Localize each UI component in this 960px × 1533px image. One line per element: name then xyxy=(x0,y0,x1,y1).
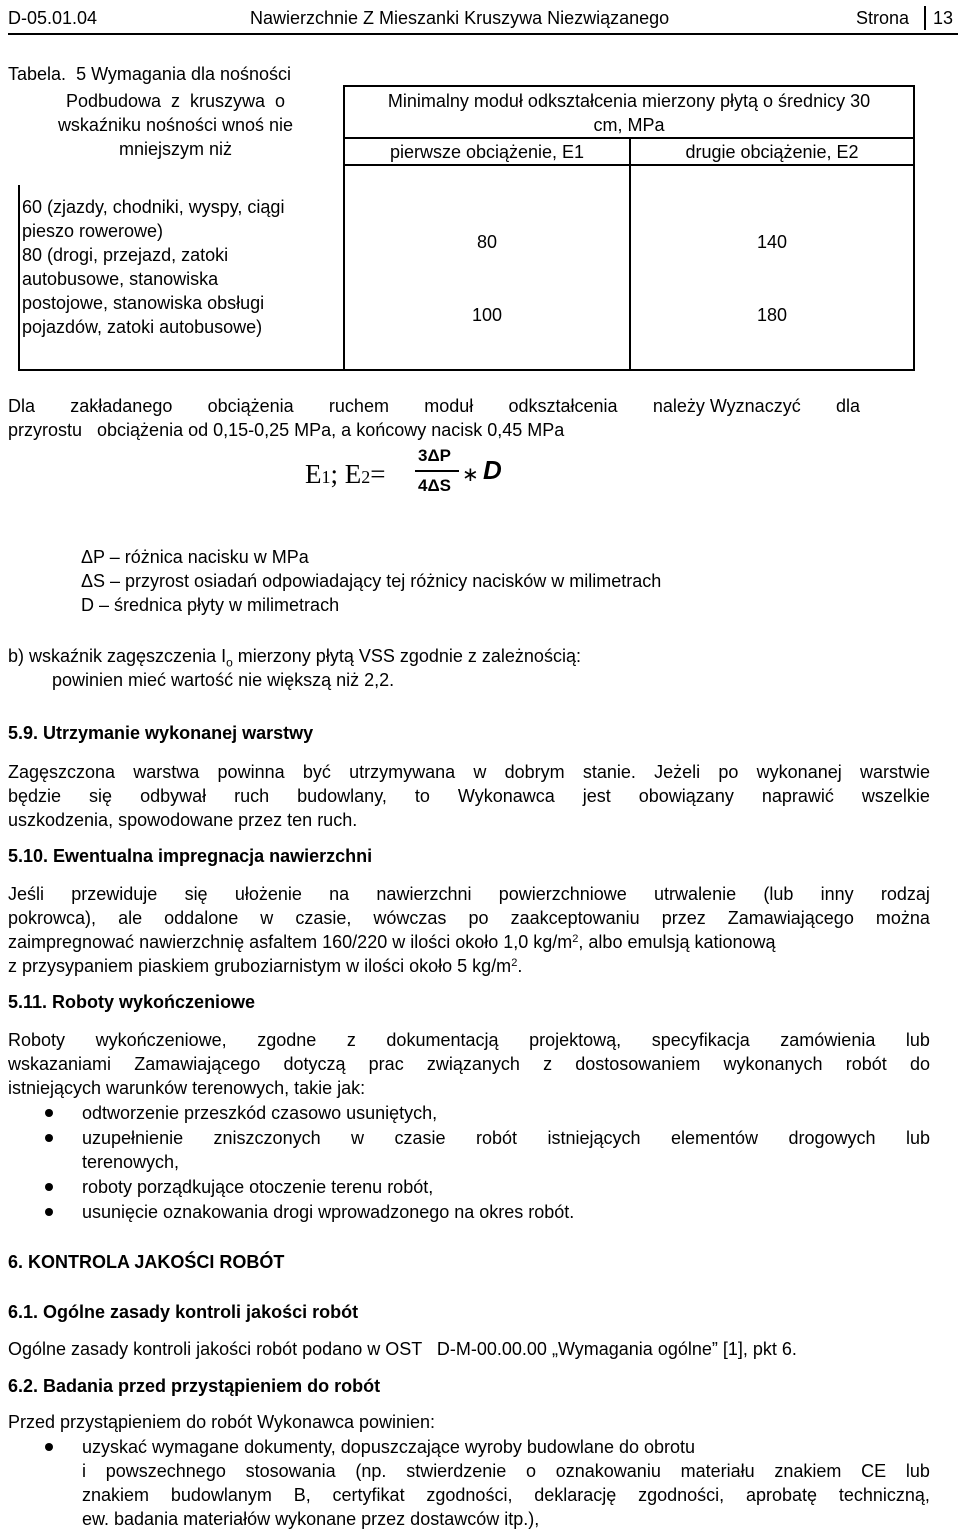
word: znakiem xyxy=(82,1485,150,1505)
word: dokumentacją xyxy=(386,1030,499,1050)
s59-line-2 xyxy=(8,784,930,808)
word: ułożenie xyxy=(234,884,302,904)
s61-line-1: Ogólne zasady kontroli jakości robót podano w OST D-M-00.00.00 „Wymagania ogólne” [1], pkt 6. xyxy=(8,1339,797,1359)
definition-delta-p: ΔP – różnica nacisku w MPa xyxy=(81,547,309,567)
word: inny xyxy=(820,884,854,904)
word: Zamawiającego xyxy=(727,908,854,928)
word: ruch xyxy=(234,786,270,806)
s62-bullet-line-1: uzyskać wymagane dokumenty, dopuszczające wyroby budowlane do obrotu xyxy=(82,1437,696,1457)
value-e2-180: 180 xyxy=(756,305,788,325)
word: obowiązany xyxy=(638,786,734,806)
vss-text: mierzony płytą VSS zgodnie z zależnością: xyxy=(232,646,581,666)
word: deklarację xyxy=(534,1485,617,1505)
col-header-e1: pierwsze obciążenie, E1 xyxy=(389,142,585,162)
s59-line-1 xyxy=(8,760,930,784)
s511-line-3: istniejących warunków terenowych, takie jak: xyxy=(8,1078,366,1098)
intro-line-1 xyxy=(8,394,860,418)
word: zgodności, xyxy=(426,1485,513,1505)
word: Roboty xyxy=(8,1030,66,1050)
table-border xyxy=(343,85,915,87)
word: zakładanego xyxy=(70,396,173,416)
word: będzie xyxy=(8,786,62,806)
word: warstwa xyxy=(133,762,200,782)
value-e2-140: 140 xyxy=(756,232,788,252)
formula-d: D xyxy=(483,455,502,485)
header-rule xyxy=(8,33,958,35)
table-caption-prefix: Tabela. xyxy=(8,64,67,84)
word: obciążenia xyxy=(207,396,294,416)
word: należy Wyznaczyć xyxy=(652,396,801,416)
s511-bullet-4: usunięcie oznakowania drogi wprowadzonego na okres robót. xyxy=(82,1202,575,1222)
word: czasie, xyxy=(295,908,352,928)
col-header-line: Podbudowa z kruszywa o xyxy=(65,91,286,111)
word: z xyxy=(543,1054,553,1074)
row-description-line: 60 (zjazdy, chodniki, wyspy, ciągi xyxy=(22,197,285,217)
table-border xyxy=(629,137,631,371)
value-e1-80: 80 xyxy=(476,232,498,252)
word: aprobatę xyxy=(746,1485,818,1505)
word: rodzaj xyxy=(880,884,930,904)
document-title: Nawierzchnie Z Mieszanki Kruszywa Niezwiązanego xyxy=(250,8,670,28)
word: zgodne xyxy=(257,1030,317,1050)
word: CE xyxy=(861,1461,887,1481)
word: drogowych xyxy=(788,1128,876,1148)
formula-times: ∗ xyxy=(462,464,479,486)
word: dla xyxy=(835,396,860,416)
word: związanych xyxy=(426,1054,520,1074)
value-e1-100: 100 xyxy=(471,305,503,325)
header-separator xyxy=(924,6,926,30)
s511-line-2 xyxy=(8,1052,930,1076)
word: wówczas xyxy=(373,908,447,928)
word: w xyxy=(260,908,274,928)
word: elementów xyxy=(670,1128,759,1148)
word: się xyxy=(184,884,208,904)
section-heading-6-1: 6.1. Ogólne zasady kontroli jakości robót xyxy=(8,1302,359,1322)
page-number: 13 xyxy=(933,8,954,28)
word: zgodności, xyxy=(638,1485,725,1505)
bullet-icon xyxy=(45,1208,53,1216)
word: robót xyxy=(845,1054,887,1074)
word: powierzchniowe xyxy=(498,884,627,904)
table-border xyxy=(18,369,915,371)
word: czasie xyxy=(394,1128,446,1148)
word: stosowania xyxy=(245,1461,336,1481)
intro-line-2: przyrostu obciążenia od 0,15-0,25 MPa, a końcowy nacisk 0,45 MPa xyxy=(8,420,565,440)
col-header-e2: drugie obciążenie, E2 xyxy=(685,142,859,162)
word: prac xyxy=(368,1054,404,1074)
word: wykonanej xyxy=(756,762,842,782)
word: techniczną, xyxy=(838,1485,930,1505)
col-header-base xyxy=(8,89,343,161)
word: (np. xyxy=(355,1461,387,1481)
s510-text: , albo emulsją kationową xyxy=(578,932,776,952)
row-description xyxy=(22,195,342,339)
formula-e: E xyxy=(305,459,322,489)
col-header-line: mniejszym niż xyxy=(118,139,233,159)
word: utrzymywana xyxy=(349,762,456,782)
word: dobrym xyxy=(504,762,565,782)
word: projektową, xyxy=(529,1030,622,1050)
vss-line-2: powinien mieć wartość nie większą niż 2,2. xyxy=(52,670,395,690)
s62-bullet-line-4: ew. badania materiałów wykonane przez dostawców itp.), xyxy=(82,1509,540,1529)
s510-text: z przysypaniem piaskiem gruboziarnistym w ilości około 5 kg/m xyxy=(8,956,512,976)
s510-line-4 xyxy=(8,954,522,978)
formula-equals: = xyxy=(370,459,386,489)
word: na xyxy=(329,884,350,904)
bullet-icon xyxy=(45,1443,53,1451)
word: wszelkie xyxy=(861,786,930,806)
word: odbywał xyxy=(140,786,207,806)
word: po xyxy=(718,762,739,782)
word: wykonanych xyxy=(723,1054,823,1074)
word: i xyxy=(82,1461,86,1481)
word: uzupełnienie xyxy=(82,1128,184,1148)
s62-bullet-line-3 xyxy=(82,1483,930,1507)
modulus-formula xyxy=(305,446,525,509)
row-description-line: postojowe, stanowiska obsługi xyxy=(22,293,265,313)
word: wskazaniami xyxy=(8,1054,112,1074)
word: być xyxy=(302,762,331,782)
word: oznakowaniu xyxy=(555,1461,661,1481)
word: moduł xyxy=(424,396,474,416)
s511-bullet-3: roboty porządkujące otoczenie terenu robót, xyxy=(82,1177,434,1197)
word: w xyxy=(473,762,487,782)
table-border xyxy=(913,85,915,371)
word: Jeśli xyxy=(8,884,45,904)
word: się xyxy=(89,786,113,806)
table-caption xyxy=(8,62,291,86)
s62-bullet-line-2 xyxy=(82,1459,930,1483)
word: lub xyxy=(905,1030,930,1050)
word: dotyczą xyxy=(283,1054,346,1074)
definition-delta-s: ΔS – przyrost osiadań odpowiadający tej różnicy nacisków w milimetrach xyxy=(81,571,662,591)
col-header-line: wskaźniku nośności wnoś nie xyxy=(57,115,294,135)
word: powinna xyxy=(217,762,285,782)
word: to xyxy=(414,786,430,806)
word: Zagęszczona xyxy=(8,762,116,782)
section-heading-5-10: 5.10. Ewentualna impregnacja nawierzchni xyxy=(8,846,373,866)
section-heading-6-2: 6.2. Badania przed przystąpieniem do robót xyxy=(8,1376,381,1396)
formula-numerator: 3ΔP xyxy=(418,446,452,465)
word: materiału xyxy=(680,1461,755,1481)
word: o xyxy=(525,1461,536,1481)
bullet-icon xyxy=(45,1183,53,1191)
word: można xyxy=(875,908,930,928)
word: naprawić xyxy=(761,786,834,806)
s510-text: . xyxy=(517,956,523,976)
word: stanie. xyxy=(582,762,636,782)
formula-fraction-bar xyxy=(415,470,459,472)
word: B, xyxy=(293,1485,311,1505)
s62-line-1: Przed przystąpieniem do robót Wykonawca powinien: xyxy=(8,1412,436,1432)
word: Wykonawca xyxy=(457,786,555,806)
row-description-line: autobusowe, stanowiska xyxy=(22,269,219,289)
row-description-line: 80 (drogi, przejazd, zatoki xyxy=(22,245,229,265)
word: istniejących xyxy=(547,1128,641,1148)
word: wykończeniowe, xyxy=(95,1030,227,1050)
word: dostosowaniem xyxy=(575,1054,701,1074)
formula-sub-2: 2 xyxy=(361,467,371,487)
word: Zamawiającego xyxy=(134,1054,261,1074)
s511-bullet-2 xyxy=(82,1126,930,1150)
word: certyfikat xyxy=(332,1485,405,1505)
word: powszechnego xyxy=(105,1461,226,1481)
word: zaakceptowaniu xyxy=(510,908,640,928)
vss-subscript: o xyxy=(226,655,233,670)
formula-sub-1: 1 xyxy=(321,467,331,487)
s511-bullet-2-cont: terenowych, xyxy=(82,1152,180,1172)
row-description-line: pojazdów, zatoki autobusowe) xyxy=(22,317,263,337)
word: w xyxy=(351,1128,365,1148)
s510-line-3 xyxy=(8,930,776,954)
formula-sep: ; E xyxy=(330,459,362,489)
word: specyfikacja xyxy=(651,1030,750,1050)
word: przewiduje xyxy=(71,884,158,904)
word: zniszczonych xyxy=(213,1128,321,1148)
bullet-icon xyxy=(45,1134,53,1142)
word: ale xyxy=(118,908,143,928)
word: znakiem xyxy=(774,1461,842,1481)
col-header-line: Minimalny moduł odkształcenia mierzony płytą o średnicy 30 xyxy=(387,91,871,111)
superscript: 2 xyxy=(511,957,518,969)
word: nawierzchni xyxy=(376,884,472,904)
section-heading-5-9: 5.9. Utrzymanie wykonanej warstwy xyxy=(8,723,314,743)
word: jest xyxy=(582,786,611,806)
word: stwierdzenie xyxy=(406,1461,507,1481)
word: robót xyxy=(475,1128,518,1148)
section-heading-5-11: 5.11. Roboty wykończeniowe xyxy=(8,992,256,1012)
word: po xyxy=(468,908,489,928)
word: do xyxy=(909,1054,930,1074)
col-header-line: cm, MPa xyxy=(593,115,665,135)
superscript: 2 xyxy=(572,933,579,945)
s511-bullet-1: odtworzenie przeszkód czasowo usuniętych, xyxy=(82,1103,438,1123)
s511-line-1 xyxy=(8,1028,930,1052)
word: lub xyxy=(905,1461,930,1481)
bullet-icon xyxy=(45,1109,53,1117)
word: zamówienia xyxy=(780,1030,876,1050)
vss-text: b) wskaźnik zagęszczenia I xyxy=(8,646,227,666)
word: (lub xyxy=(763,884,794,904)
word: przez xyxy=(661,908,706,928)
word: z xyxy=(346,1030,356,1050)
word: lub xyxy=(905,1128,930,1148)
s510-line-2 xyxy=(8,906,930,930)
word: budowlany, xyxy=(297,786,387,806)
formula-denominator: 4ΔS xyxy=(418,476,452,495)
word: Dla xyxy=(8,396,36,416)
word: pokrowca), xyxy=(8,908,97,928)
s510-text: zaimpregnować nawierzchnię asfaltem 160/220 w ilości około 1,0 kg/m xyxy=(8,932,573,952)
formula-lhs xyxy=(305,459,385,490)
row-description-line: pieszo rowerowe) xyxy=(22,221,164,241)
s59-line-3: uszkodzenia, spowodowane przez ten ruch. xyxy=(8,810,358,830)
word: budowlanym xyxy=(170,1485,272,1505)
s510-line-1 xyxy=(8,882,930,906)
word: Jeżeli xyxy=(654,762,701,782)
word: warstwie xyxy=(859,762,930,782)
word: ruchem xyxy=(328,396,389,416)
definition-d: D – średnica płyty w milimetrach xyxy=(81,595,340,615)
table-caption-text: 5 Wymagania dla nośności xyxy=(76,64,292,84)
word: utrwalenie xyxy=(654,884,737,904)
table-border xyxy=(18,185,20,371)
document-code: D-05.01.04 xyxy=(8,8,98,28)
page-label: Strona xyxy=(856,8,910,28)
word: oddalone xyxy=(164,908,239,928)
word: odkształcenia xyxy=(508,396,618,416)
col-header-modulus xyxy=(345,89,913,137)
section-heading-6: 6. KONTROLA JAKOŚCI ROBÓT xyxy=(8,1252,285,1272)
